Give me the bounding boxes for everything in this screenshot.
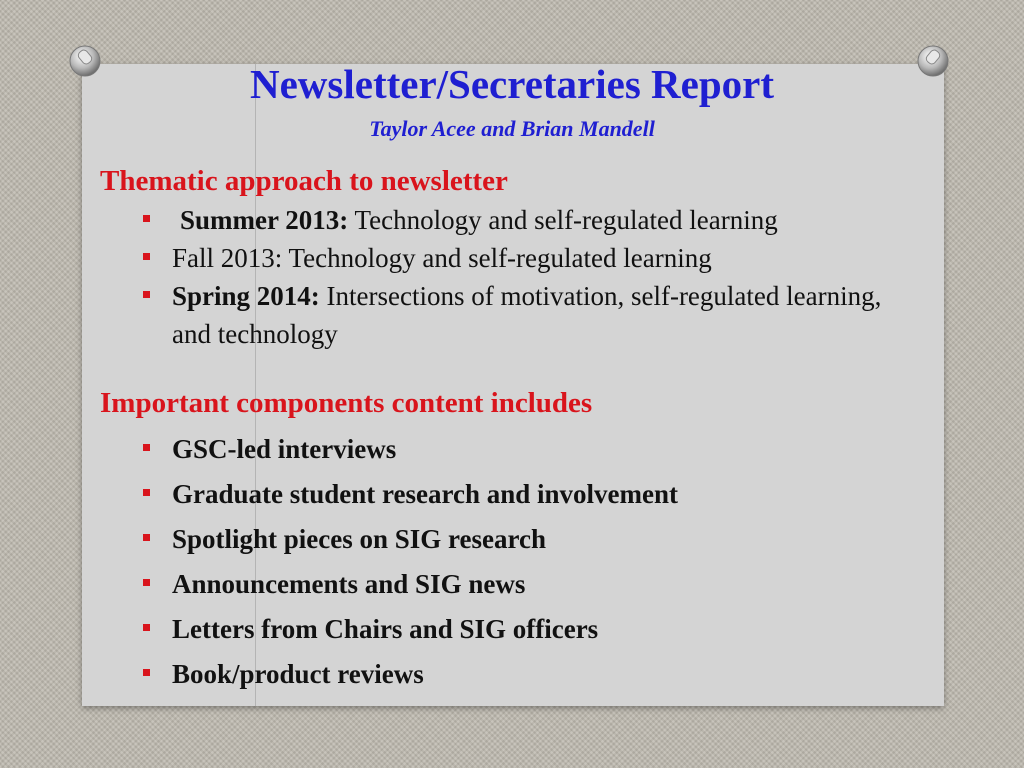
list-item (142, 655, 902, 693)
square-bullet-icon (143, 624, 150, 631)
item-text: Fall 2013: Technology and self-regulated learning (172, 243, 712, 273)
list-item (142, 430, 902, 468)
square-bullet-icon (143, 444, 150, 451)
item-text: Intersections of motivation, self-regulated learning, and technology (172, 281, 882, 349)
list-item (142, 610, 902, 648)
item-text: Letters from Chairs and SIG officers (172, 614, 599, 644)
square-bullet-icon (143, 291, 150, 298)
list-item (142, 201, 902, 239)
square-bullet-icon (143, 215, 150, 222)
square-bullet-icon (143, 253, 150, 260)
item-text: Announcements and SIG news (172, 569, 526, 599)
item-label: Summer 2013: (180, 205, 349, 235)
components-list (142, 430, 902, 700)
item-text: Spotlight pieces on SIG research (172, 524, 547, 554)
list-item (142, 565, 902, 603)
square-bullet-icon (143, 534, 150, 541)
item-label: Spring 2014: (172, 281, 320, 311)
slide-title: Newsletter/Secretaries Report (249, 61, 774, 107)
list-item (142, 277, 902, 353)
section-heading-components: Important components content includes (100, 387, 593, 419)
square-bullet-icon (143, 489, 150, 496)
item-text: Technology and self-regulated learning (348, 205, 778, 235)
section-heading-thematic: Thematic approach to newsletter (100, 165, 508, 197)
square-bullet-icon (143, 579, 150, 586)
item-text: Book/product reviews (172, 659, 424, 689)
item-text: GSC-led interviews (172, 434, 397, 464)
list-item (142, 520, 902, 558)
square-bullet-icon (143, 669, 150, 676)
thematic-list (142, 201, 902, 353)
list-item (142, 239, 902, 277)
item-text: Graduate student research and involvement (172, 479, 678, 509)
list-item (142, 475, 902, 513)
slide-subtitle: Taylor Acee and Brian Mandell (369, 116, 655, 141)
